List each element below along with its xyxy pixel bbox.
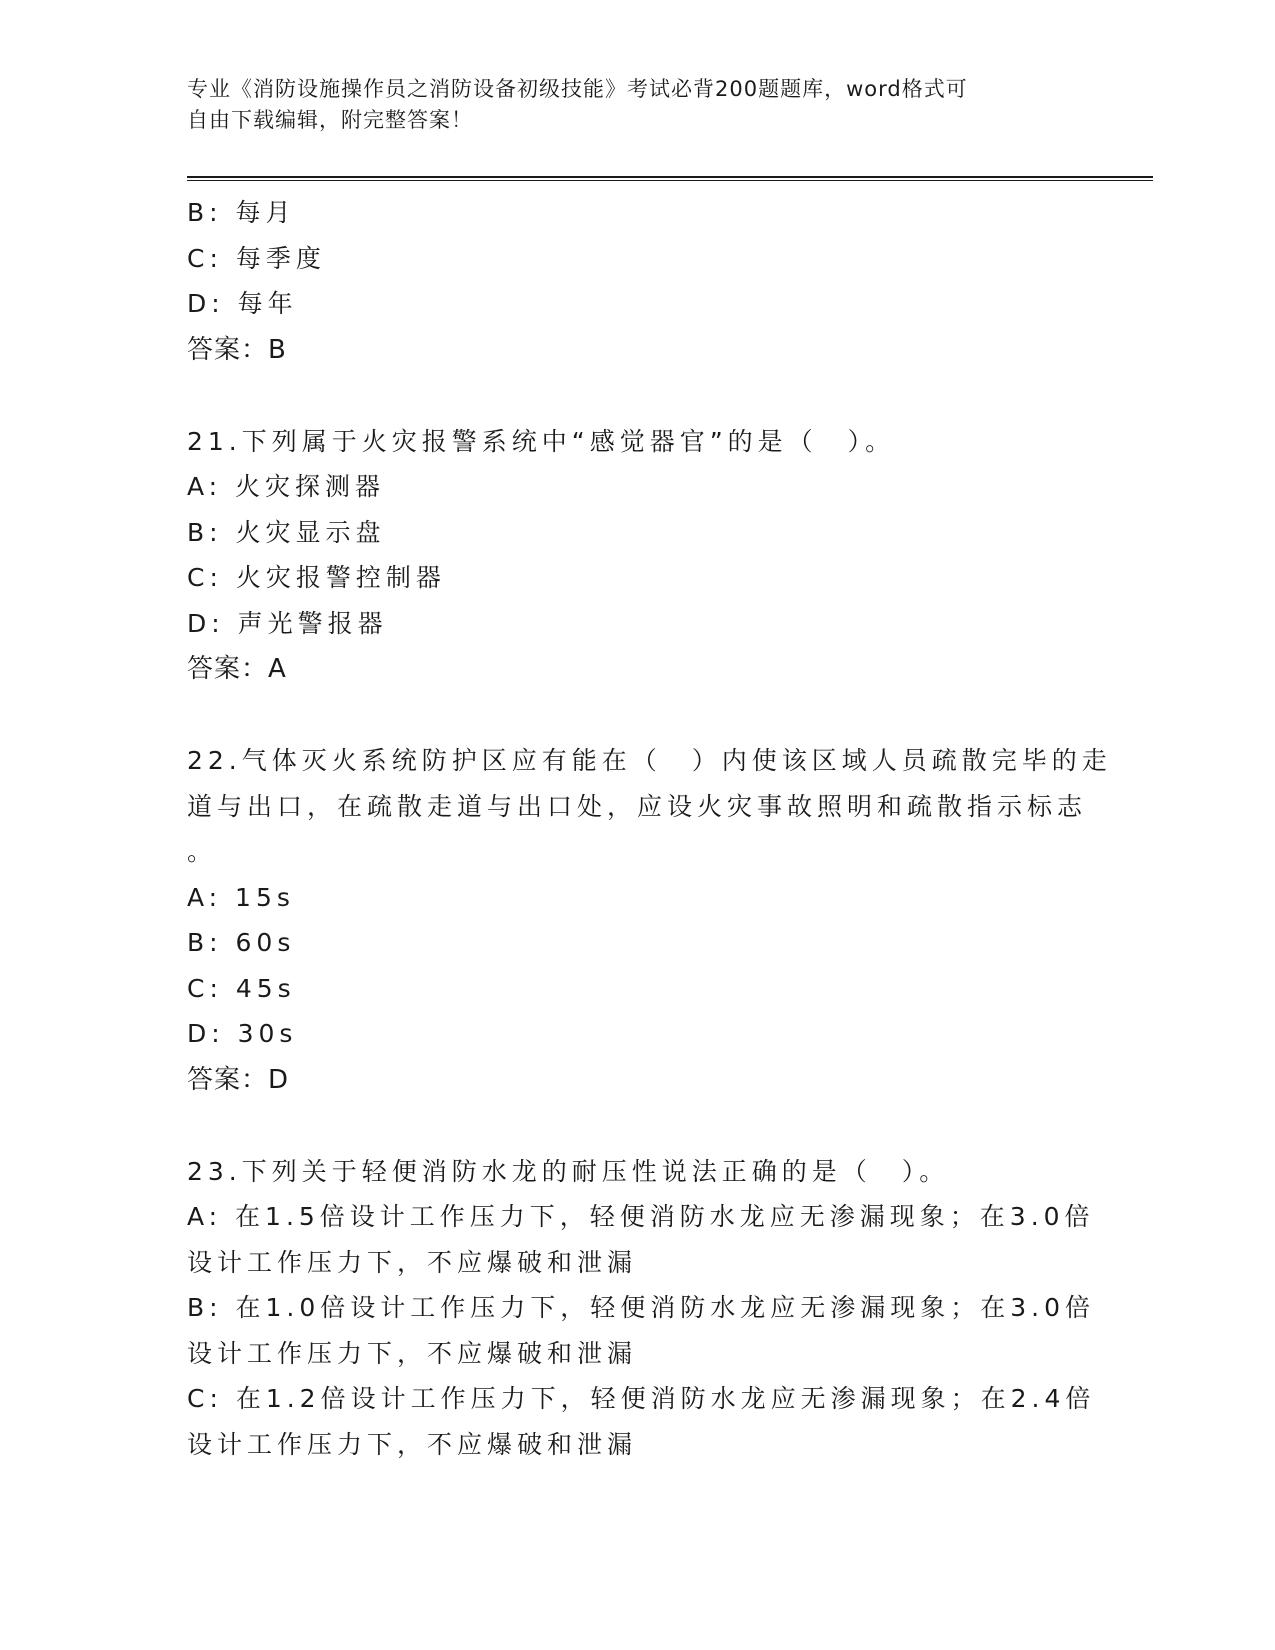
option-a-line-1: A: 在1.5倍设计工作压力下，轻便消防水龙应无渗漏现象；在3.0倍 bbox=[187, 1202, 1095, 1231]
option-b: B: 每月 bbox=[187, 198, 296, 227]
question-stem-line-3: 。 bbox=[187, 837, 218, 866]
question-list bbox=[187, 190, 1112, 1467]
question-stem-line-2: 道与出口，在疏散走道与出口处，应设火灾事故照明和疏散指示标志 bbox=[187, 791, 1088, 821]
option-a: A: 15s bbox=[187, 882, 295, 912]
question-22 bbox=[187, 738, 1112, 1103]
option-d: D: 声光警报器 bbox=[187, 608, 388, 638]
spacer bbox=[187, 692, 1087, 738]
answer: 答案：B bbox=[187, 334, 287, 365]
option-c: C: 45s bbox=[187, 973, 296, 1003]
document-header bbox=[187, 74, 1067, 136]
option-b: B: 60s bbox=[187, 928, 296, 957]
option-b: B: 火灾显示盘 bbox=[187, 517, 386, 547]
header-line-1: 专业《消防设施操作员之消防设备初级技能》考试必背200题题库，word格式可 bbox=[187, 77, 968, 101]
question-21 bbox=[187, 419, 1087, 693]
spacer bbox=[187, 373, 1087, 419]
option-c: C: 火灾报警控制器 bbox=[187, 563, 446, 592]
option-b-line-2: 设计工作压力下，不应爆破和泄漏 bbox=[187, 1338, 638, 1368]
header-line-2: 自由下载编辑，附完整答案！ bbox=[187, 108, 473, 132]
spacer bbox=[187, 1103, 1087, 1149]
option-c-line-2: 设计工作压力下，不应爆破和泄漏 bbox=[187, 1429, 638, 1459]
option-c-line-1: C: 在1.2倍设计工作压力下，轻便消防水龙应无渗漏现象；在2.4倍 bbox=[187, 1384, 1096, 1413]
option-a: A: 火灾探测器 bbox=[187, 472, 386, 501]
question-stem-line-1: 22.气体灭火系统防护区应有能在（ ）内使该区域人员疏散完毕的走 bbox=[187, 746, 1112, 775]
option-c: C: 每季度 bbox=[187, 243, 326, 273]
answer: 答案：D bbox=[187, 1064, 290, 1095]
question-stem: 21.下列属于火灾报警系统中“感觉器官”的是（ ）。 bbox=[187, 426, 896, 456]
question-23 bbox=[187, 1149, 1096, 1468]
option-d: D: 30s bbox=[187, 1019, 298, 1048]
option-b-line-1: B: 在1.0倍设计工作压力下，轻便消防水龙应无渗漏现象；在3.0倍 bbox=[187, 1293, 1096, 1322]
header-divider bbox=[187, 176, 1153, 181]
answer: 答案：A bbox=[187, 654, 287, 684]
question-20-tail bbox=[187, 190, 1087, 373]
option-d: D: 每年 bbox=[187, 289, 298, 318]
option-a-line-2: 设计工作压力下，不应爆破和泄漏 bbox=[187, 1247, 638, 1277]
question-stem: 23.下列关于轻便消防水龙的耐压性说法正确的是（ ）。 bbox=[187, 1156, 950, 1186]
